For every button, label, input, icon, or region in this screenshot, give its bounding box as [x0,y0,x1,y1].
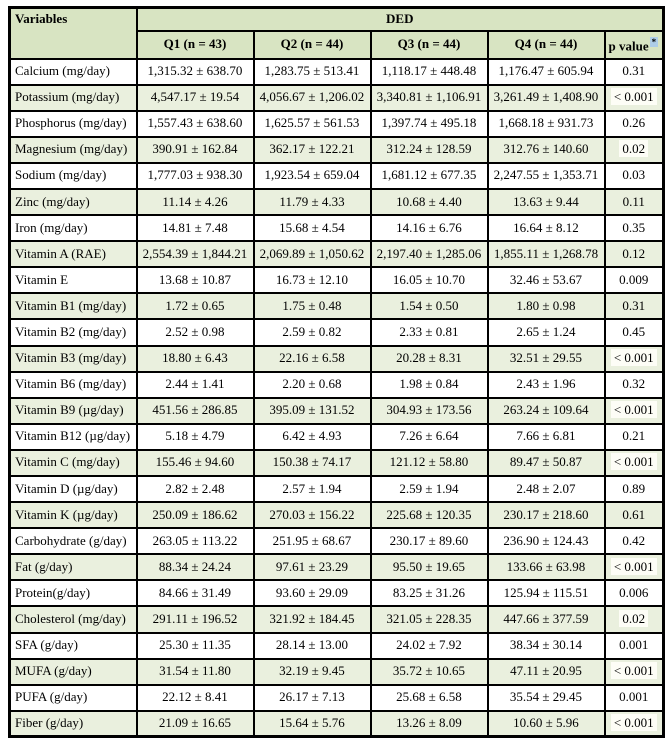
p-value-cell: 0.12 [605,241,664,267]
q1-value-cell: 2.82 ± 2.48 [137,476,254,502]
q2-value-cell: 15.64 ± 5.76 [254,711,371,737]
variables-column-header: Variables [10,8,137,59]
table-row [10,711,664,737]
q3-value-cell: 1.54 ± 0.50 [371,293,488,319]
q3-value-cell: 2.59 ± 1.94 [371,476,488,502]
q1-value-cell: 1,777.03 ± 938.30 [137,163,254,189]
q3-value-cell: 1,397.74 ± 495.18 [371,111,488,137]
nutrient-intake-table [8,6,665,738]
table-row [10,372,664,398]
q2-value-cell: 362.17 ± 122.21 [254,137,371,163]
q2-value-cell: 395.09 ± 131.52 [254,398,371,424]
p-value-cell: 0.35 [605,215,664,241]
p-value-cell: 0.009 [605,267,664,293]
row-label: Zinc (mg/day) [10,189,137,215]
row-label: Iron (mg/day) [10,215,137,241]
row-label: SFA (g/day) [10,633,137,659]
q1-value-cell: 390.91 ± 162.84 [137,137,254,163]
p-value-cell [605,398,664,424]
q2-value-cell: 2.20 ± 0.68 [254,372,371,398]
table-row [10,450,664,476]
q4-value-cell: 263.24 ± 109.64 [488,398,605,424]
table-body [10,59,664,737]
row-label: MUFA (g/day) [10,659,137,685]
p-value-cell [605,346,664,372]
p-value-cell: 0.31 [605,293,664,319]
table-row [10,659,664,685]
p-value-highlight: < 0.001 [611,401,657,418]
row-label: Vitamin B12 (µg/day) [10,424,137,450]
q2-value-cell: 321.92 ± 184.45 [254,606,371,632]
q1-value-cell: 2.52 ± 0.98 [137,319,254,345]
row-label: Carbohydrate (g/day) [10,528,137,554]
row-label: Vitamin B3 (mg/day) [10,346,137,372]
p-value-highlight: 0.02 [619,140,648,157]
q4-value-cell: 447.66 ± 377.59 [488,606,605,632]
q2-value-cell: 15.68 ± 4.54 [254,215,371,241]
q4-value-cell: 32.51 ± 29.55 [488,346,605,372]
q4-value-cell: 2.43 ± 1.96 [488,372,605,398]
table-row [10,502,664,528]
q1-column-header: Q1 (n = 43) [137,31,254,59]
p-value-cell [605,554,664,580]
table-row [10,137,664,163]
p-value-cell [605,137,664,163]
q3-value-cell: 7.26 ± 6.64 [371,424,488,450]
table-row [10,580,664,606]
p-value-cell [605,659,664,685]
q1-value-cell: 451.56 ± 286.85 [137,398,254,424]
q3-value-cell: 321.05 ± 228.35 [371,606,488,632]
q2-value-cell: 93.60 ± 29.09 [254,580,371,606]
q4-value-cell: 1,855.11 ± 1,268.78 [488,241,605,267]
table-row [10,346,664,372]
q1-value-cell: 291.11 ± 196.52 [137,606,254,632]
q2-value-cell: 4,056.67 ± 1,206.02 [254,85,371,111]
q1-value-cell: 14.81 ± 7.48 [137,215,254,241]
row-label: Cholesterol (mg/day) [10,606,137,632]
table-row [10,319,664,345]
q4-value-cell: 7.66 ± 6.81 [488,424,605,450]
p-value-highlight: 0.02 [619,610,648,627]
q3-value-cell: 10.68 ± 4.40 [371,189,488,215]
q4-value-cell: 2.65 ± 1.24 [488,319,605,345]
q1-value-cell: 2.44 ± 1.41 [137,372,254,398]
p-value-cell [605,85,664,111]
row-label: Vitamin D (µg/day) [10,476,137,502]
table-row [10,554,664,580]
q3-value-cell: 24.02 ± 7.92 [371,633,488,659]
q4-value-cell: 125.94 ± 115.51 [488,580,605,606]
p-value-highlight: < 0.001 [611,349,657,366]
q2-value-cell: 1,923.54 ± 659.04 [254,163,371,189]
q2-value-cell: 2,069.89 ± 1,050.62 [254,241,371,267]
q2-value-cell: 16.73 ± 12.10 [254,267,371,293]
q1-value-cell: 250.09 ± 186.62 [137,502,254,528]
q4-value-cell: 312.76 ± 140.60 [488,137,605,163]
q1-value-cell: 1.72 ± 0.65 [137,293,254,319]
row-label: Vitamin B2 (mg/day) [10,319,137,345]
q2-value-cell: 97.61 ± 23.29 [254,554,371,580]
p-value-cell: 0.03 [605,163,664,189]
q3-value-cell: 2.33 ± 0.81 [371,319,488,345]
table-row [10,189,664,215]
q3-value-cell: 1.98 ± 0.84 [371,372,488,398]
q2-value-cell: 26.17 ± 7.13 [254,685,371,711]
q4-value-cell: 13.63 ± 9.44 [488,189,605,215]
q4-value-cell: 38.34 ± 30.14 [488,633,605,659]
q4-value-cell: 1.80 ± 0.98 [488,293,605,319]
q3-value-cell: 95.50 ± 19.65 [371,554,488,580]
p-value-cell: 0.11 [605,189,664,215]
p-value-cell: 0.001 [605,633,664,659]
header-row-group [10,8,664,31]
q3-value-cell: 35.72 ± 10.65 [371,659,488,685]
table-row [10,267,664,293]
q2-value-cell: 6.42 ± 4.93 [254,424,371,450]
row-label: Vitamin E [10,267,137,293]
q3-value-cell: 13.26 ± 8.09 [371,711,488,737]
q4-value-cell: 1,176.47 ± 605.94 [488,59,605,85]
q4-value-cell: 3,261.49 ± 1,408.90 [488,85,605,111]
q2-value-cell: 1,283.75 ± 513.41 [254,59,371,85]
row-label: Vitamin B1 (mg/day) [10,293,137,319]
table-row [10,685,664,711]
q3-column-header: Q3 (n = 44) [371,31,488,59]
p-value-cell: 0.61 [605,502,664,528]
q2-value-cell: 2.59 ± 0.82 [254,319,371,345]
p-value-highlight: < 0.001 [611,714,657,731]
q1-value-cell: 21.09 ± 16.65 [137,711,254,737]
footnote-asterisk-marker: * [651,37,657,48]
ded-group-header: DED [137,8,664,31]
q2-value-cell: 28.14 ± 13.00 [254,633,371,659]
q1-value-cell: 155.46 ± 94.60 [137,450,254,476]
q3-value-cell: 2,197.40 ± 1,285.06 [371,241,488,267]
q3-value-cell: 1,118.17 ± 448.48 [371,59,488,85]
q1-value-cell: 4,547.17 ± 19.54 [137,85,254,111]
q1-value-cell: 5.18 ± 4.79 [137,424,254,450]
q4-value-cell: 32.46 ± 53.67 [488,267,605,293]
q1-value-cell: 11.14 ± 4.26 [137,189,254,215]
q2-column-header: Q2 (n = 44) [254,31,371,59]
q1-value-cell: 263.05 ± 113.22 [137,528,254,554]
q3-value-cell: 16.05 ± 10.70 [371,267,488,293]
row-label: Phosphorus (mg/day) [10,111,137,137]
q1-value-cell: 18.80 ± 6.43 [137,346,254,372]
q2-value-cell: 32.19 ± 9.45 [254,659,371,685]
p-value-cell: 0.001 [605,685,664,711]
p-value-cell: 0.31 [605,59,664,85]
table-row [10,476,664,502]
row-label: Fat (g/day) [10,554,137,580]
q3-value-cell: 83.25 ± 31.26 [371,580,488,606]
q4-value-cell: 16.64 ± 8.12 [488,215,605,241]
q2-value-cell: 1.75 ± 0.48 [254,293,371,319]
row-label: Protein(g/day) [10,580,137,606]
q3-value-cell: 25.68 ± 6.58 [371,685,488,711]
p-value-highlight: < 0.001 [611,88,657,105]
q4-value-cell: 47.11 ± 20.95 [488,659,605,685]
row-label: Vitamin B6 (mg/day) [10,372,137,398]
q4-value-cell: 2,247.55 ± 1,353.71 [488,163,605,189]
p-value-cell [605,711,664,737]
row-label: Fiber (g/day) [10,711,137,737]
row-label: Potassium (mg/day) [10,85,137,111]
q4-value-cell: 133.66 ± 63.98 [488,554,605,580]
q2-value-cell: 11.79 ± 4.33 [254,189,371,215]
q1-value-cell: 2,554.39 ± 1,844.21 [137,241,254,267]
p-value-highlight: < 0.001 [611,453,657,470]
table-row [10,215,664,241]
q4-value-cell: 236.90 ± 124.43 [488,528,605,554]
p-value-header-label: p value [608,38,649,54]
table-row [10,424,664,450]
table-row [10,606,664,632]
p-value-cell: 0.21 [605,424,664,450]
q3-value-cell: 14.16 ± 6.76 [371,215,488,241]
row-label: Calcium (mg/day) [10,59,137,85]
p-value-cell [605,606,664,632]
p-value-cell: 0.006 [605,580,664,606]
row-label: Vitamin K (µg/day) [10,502,137,528]
q1-value-cell: 1,557.43 ± 638.60 [137,111,254,137]
q3-value-cell: 20.28 ± 8.31 [371,346,488,372]
table-row [10,528,664,554]
q2-value-cell: 270.03 ± 156.22 [254,502,371,528]
row-label: Vitamin A (RAE) [10,241,137,267]
q2-value-cell: 150.38 ± 74.17 [254,450,371,476]
table-row [10,163,664,189]
q4-value-cell: 10.60 ± 5.96 [488,711,605,737]
p-value-cell: 0.26 [605,111,664,137]
p-value-highlight: < 0.001 [611,662,657,679]
table-row [10,293,664,319]
q2-value-cell: 2.57 ± 1.94 [254,476,371,502]
table-row [10,59,664,85]
q3-value-cell: 304.93 ± 173.56 [371,398,488,424]
p-value-cell: 0.42 [605,528,664,554]
p-value-cell [605,450,664,476]
q4-value-cell: 89.47 ± 50.87 [488,450,605,476]
q4-value-cell: 2.48 ± 2.07 [488,476,605,502]
p-value-cell: 0.45 [605,319,664,345]
p-value-cell: 0.32 [605,372,664,398]
q4-value-cell: 1,668.18 ± 931.73 [488,111,605,137]
q3-value-cell: 230.17 ± 89.60 [371,528,488,554]
table-row [10,398,664,424]
q1-value-cell: 1,315.32 ± 638.70 [137,59,254,85]
p-value-cell: 0.89 [605,476,664,502]
q1-value-cell: 84.66 ± 31.49 [137,580,254,606]
table-row [10,633,664,659]
q1-value-cell: 22.12 ± 8.41 [137,685,254,711]
q3-value-cell: 121.12 ± 58.80 [371,450,488,476]
q2-value-cell: 1,625.57 ± 561.53 [254,111,371,137]
row-label: Sodium (mg/day) [10,163,137,189]
row-label: Vitamin B9 (µg/day) [10,398,137,424]
table-header [10,8,664,59]
p-value-column-header [605,31,664,59]
q1-value-cell: 31.54 ± 11.80 [137,659,254,685]
row-label: PUFA (g/day) [10,685,137,711]
q4-value-cell: 35.54 ± 29.45 [488,685,605,711]
q3-value-cell: 312.24 ± 128.59 [371,137,488,163]
q1-value-cell: 88.34 ± 24.24 [137,554,254,580]
table-row [10,111,664,137]
p-value-highlight: < 0.001 [611,558,657,575]
q2-value-cell: 251.95 ± 68.67 [254,528,371,554]
row-label: Vitamin C (mg/day) [10,450,137,476]
q3-value-cell: 1,681.12 ± 677.35 [371,163,488,189]
q4-value-cell: 230.17 ± 218.60 [488,502,605,528]
row-label: Magnesium (mg/day) [10,137,137,163]
q3-value-cell: 225.68 ± 120.35 [371,502,488,528]
q2-value-cell: 22.16 ± 6.58 [254,346,371,372]
table-row [10,241,664,267]
q3-value-cell: 3,340.81 ± 1,106.91 [371,85,488,111]
q1-value-cell: 25.30 ± 11.35 [137,633,254,659]
q1-value-cell: 13.68 ± 10.87 [137,267,254,293]
table-row [10,85,664,111]
q4-column-header: Q4 (n = 44) [488,31,605,59]
